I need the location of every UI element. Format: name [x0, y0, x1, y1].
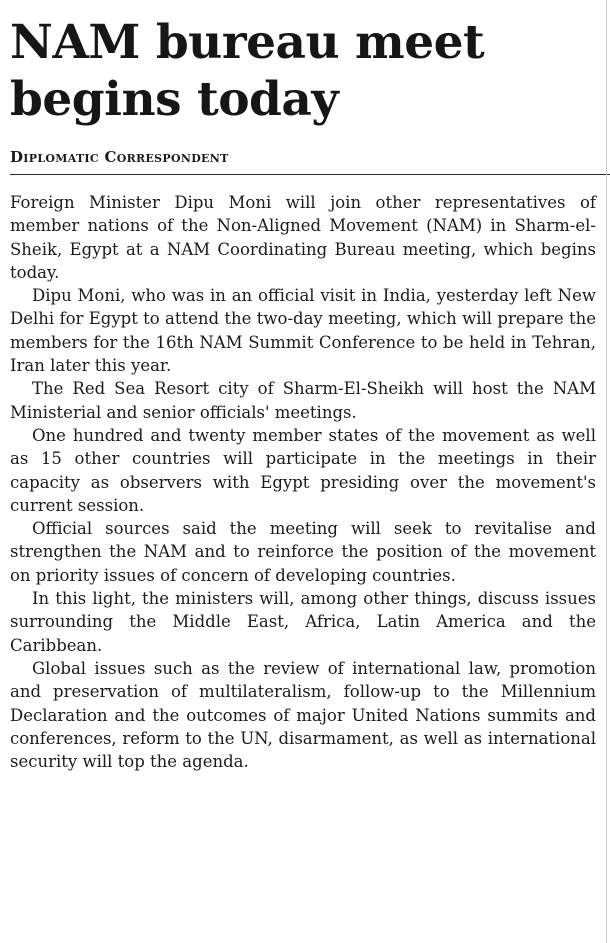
- body-paragraph: The Red Sea Resort city of Sharm-El-Sheikh will host the NAM Ministerial and senior officials' meetings.: [10, 379, 596, 422]
- body-paragraph: Global issues such as the review of international law, promotion and preservation of multilateralism, follow-up to the Millennium Declaration and the outcomes of major United Nations summits and conferences, reform to the UN, disarmament, as well as international security will top the agenda.: [10, 658, 596, 772]
- body-paragraph: In this light, the ministers will, among other things, discuss issues surrounding the Middle East, Africa, Latin America and the Caribbean.: [10, 589, 596, 655]
- body-paragraph: Official sources said the meeting will seek to revitalise and strengthen the NAM and to reinforce the position of the movement on priority issues of concern of developing countries.: [10, 519, 596, 585]
- byline: Diplomatic Correspondent: [10, 148, 610, 175]
- body-paragraph: Dipu Moni, who was in an official visit in India, yesterday left New Delhi for Egypt to attend the two-day meeting, which will prepare the members for the 16th NAM Summit Conference to be held in Tehran, Iran later this year.: [10, 286, 596, 376]
- article-body: [10, 191, 596, 773]
- body-paragraph: Foreign Minister Dipu Moni will join other representatives of member nations of the Non-Aligned Movement (NAM) in Sharm-el-Sheik, Egypt at a NAM Coordinating Bureau meeting, which begins today.: [10, 193, 596, 282]
- column-rule: [606, 0, 607, 943]
- headline: NAM bureau meet begins today: [10, 15, 485, 127]
- body-paragraph: One hundred and twenty member states of the movement as well as 15 other countries will participate in the meetings in their capacity as observers with Egypt presiding over the movement's current session.: [10, 425, 596, 515]
